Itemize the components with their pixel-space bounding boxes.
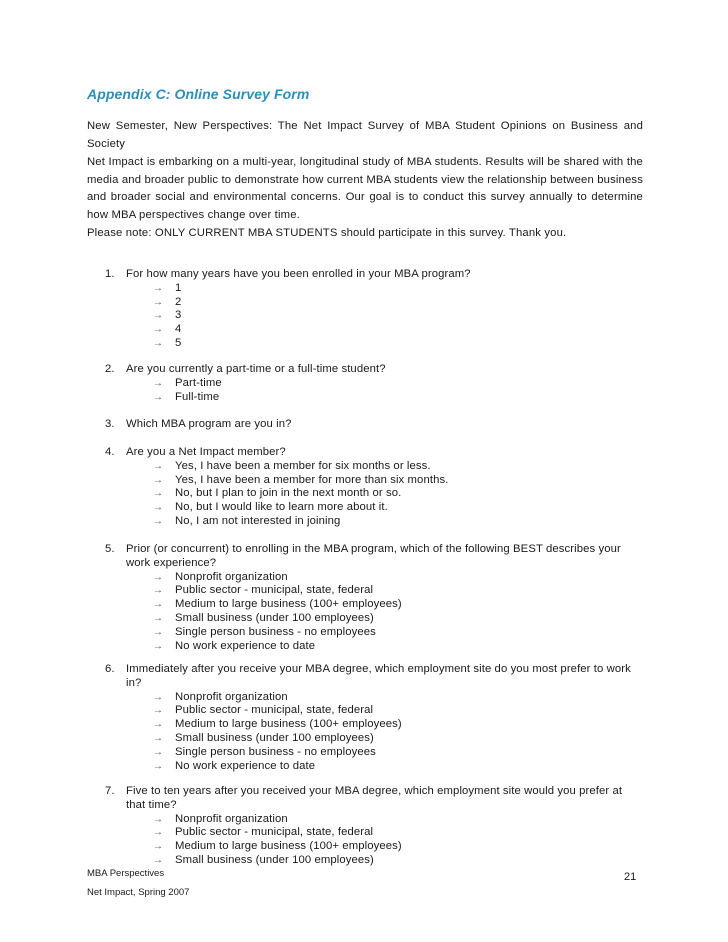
question-number: 1.: [105, 268, 115, 280]
footer-subtitle: Net Impact, Spring 2007: [87, 887, 190, 898]
arrow-bullet-icon: →: [153, 515, 164, 527]
survey-question: [87, 785, 643, 868]
question-text: Are you a Net Impact member?: [126, 446, 286, 458]
answer-option[interactable]: [87, 746, 643, 760]
answer-option-label: No, but I would like to learn more about it.: [175, 501, 388, 514]
arrow-bullet-icon: →: [153, 488, 164, 500]
arrow-bullet-icon: →: [153, 705, 164, 717]
arrow-bullet-icon: →: [153, 474, 164, 486]
answer-option[interactable]: [87, 704, 643, 718]
arrow-bullet-icon: →: [153, 827, 164, 839]
answer-option[interactable]: [87, 474, 643, 488]
answer-option[interactable]: [87, 584, 643, 598]
answer-option[interactable]: [87, 515, 643, 529]
answer-option-label: 5: [175, 336, 182, 349]
question-text: Which MBA program are you in?: [126, 418, 292, 430]
arrow-bullet-icon: →: [153, 719, 164, 731]
answer-option[interactable]: [87, 460, 643, 474]
answer-option-label: No work experience to date: [175, 759, 316, 772]
answer-option-label: Small business (under 100 employees): [175, 611, 374, 624]
answer-option[interactable]: [87, 598, 643, 612]
question-number: 3.: [105, 418, 115, 430]
answer-option[interactable]: [87, 377, 643, 391]
question-number: 7.: [105, 785, 115, 797]
arrow-bullet-icon: →: [153, 571, 164, 583]
answer-option[interactable]: [87, 732, 643, 746]
answer-option[interactable]: [87, 760, 643, 774]
page-number: 21: [624, 871, 637, 883]
answer-option-label: No, but I plan to join in the next month or so.: [175, 487, 402, 500]
arrow-bullet-icon: →: [153, 760, 164, 772]
survey-question: [87, 418, 643, 432]
footer-title: MBA Perspectives: [87, 868, 165, 879]
answer-option-label: Medium to large business (100+ employees): [175, 598, 402, 611]
arrow-bullet-icon: →: [153, 460, 164, 472]
question-row: [87, 543, 643, 571]
answer-option-label: Public sector - municipal, state, federal: [175, 826, 374, 839]
survey-question: [87, 363, 643, 404]
answer-option-label: Part-time: [175, 376, 222, 389]
arrow-bullet-icon: →: [153, 691, 164, 703]
arrow-bullet-icon: →: [153, 310, 164, 322]
answer-option-label: Single person business - no employees: [175, 745, 376, 758]
arrow-bullet-icon: →: [153, 841, 164, 853]
question-text: Five to ten years after you received your MBA degree, which employment site would you prefer at that time?: [126, 785, 623, 811]
answer-option[interactable]: [87, 391, 643, 405]
arrow-bullet-icon: →: [153, 854, 164, 866]
answer-option-label: Small business (under 100 employees): [175, 731, 374, 744]
answer-option-label: No work experience to date: [175, 639, 316, 652]
arrow-bullet-icon: →: [153, 612, 164, 624]
arrow-bullet-icon: →: [153, 296, 164, 308]
answer-option[interactable]: [87, 501, 643, 515]
participation-note: Please note: ONLY CURRENT MBA STUDENTS should participate in this survey. Thank you.: [87, 227, 567, 239]
answer-option[interactable]: [87, 826, 643, 840]
intro-paragraph: Net Impact is embarking on a multi-year, longitudinal study of MBA students. Results will be shared with the media and broader public to demonstrate how current MBA students view the relationship between business and broader social and environmental concerns. Our goal is to conduct this survey annually to determine how MBA perspectives change over time.: [87, 156, 643, 221]
question-row: [87, 418, 643, 432]
answer-option[interactable]: [87, 337, 643, 351]
survey-question: [87, 268, 643, 351]
arrow-bullet-icon: →: [153, 282, 164, 294]
answer-option[interactable]: [87, 626, 643, 640]
answer-option[interactable]: [87, 813, 643, 827]
answer-option-label: Nonprofit organization: [175, 690, 288, 703]
question-number: 6.: [105, 663, 115, 675]
arrow-bullet-icon: →: [153, 732, 164, 744]
question-text: Prior (or concurrent) to enrolling in the MBA program, which of the following BEST describes your work experience?: [126, 543, 621, 569]
answer-option[interactable]: [87, 854, 643, 868]
answer-option[interactable]: [87, 323, 643, 337]
answer-option-label: Public sector - municipal, state, federal: [175, 704, 374, 717]
survey-question: [87, 663, 643, 773]
question-row: [87, 785, 643, 813]
answer-option-label: Nonprofit organization: [175, 570, 288, 583]
arrow-bullet-icon: →: [153, 626, 164, 638]
arrow-bullet-icon: →: [153, 640, 164, 652]
arrow-bullet-icon: →: [153, 502, 164, 514]
appendix-title: Appendix C: Online Survey Form: [87, 86, 310, 102]
answer-option[interactable]: [87, 840, 643, 854]
question-text: For how many years have you been enrolled in your MBA program?: [126, 268, 471, 280]
arrow-bullet-icon: →: [153, 813, 164, 825]
question-number: 2.: [105, 363, 115, 375]
answer-option[interactable]: [87, 612, 643, 626]
question-text: Are you currently a part-time or a full-time student?: [126, 363, 386, 375]
answer-option-label: Public sector - municipal, state, federal: [175, 584, 374, 597]
survey-question: [87, 446, 643, 529]
arrow-bullet-icon: →: [153, 377, 164, 389]
answer-option-label: Nonprofit organization: [175, 812, 288, 825]
answer-option[interactable]: [87, 487, 643, 501]
answer-option[interactable]: [87, 640, 643, 654]
arrow-bullet-icon: →: [153, 337, 164, 349]
survey-subtitle: New Semester, New Perspectives: The Net Impact Survey of MBA Student Opinions on Business and Society: [87, 120, 643, 150]
answer-option[interactable]: [87, 282, 643, 296]
arrow-bullet-icon: →: [153, 585, 164, 597]
answer-option[interactable]: [87, 718, 643, 732]
answer-option[interactable]: [87, 296, 643, 310]
question-number: 5.: [105, 543, 115, 555]
answer-option-label: Medium to large business (100+ employees): [175, 840, 402, 853]
answer-option-label: Yes, I have been a member for six months or less.: [175, 459, 431, 472]
answer-option-label: Small business (under 100 employees): [175, 853, 374, 866]
answer-option-label: Yes, I have been a member for more than six months.: [175, 473, 449, 486]
question-text: Immediately after you receive your MBA degree, which employment site do you most prefer to work in?: [126, 663, 631, 689]
arrow-bullet-icon: →: [153, 324, 164, 336]
survey-question: [87, 543, 643, 653]
answer-option[interactable]: [87, 309, 643, 323]
answer-option[interactable]: [87, 691, 643, 705]
answer-option-label: Full-time: [175, 390, 220, 403]
question-row: [87, 363, 643, 377]
answer-option-label: 4: [175, 323, 182, 336]
answer-option-label: 3: [175, 309, 182, 322]
answer-option-label: 1: [175, 281, 182, 294]
arrow-bullet-icon: →: [153, 391, 164, 403]
question-number: 4.: [105, 446, 115, 458]
answer-option-label: Single person business - no employees: [175, 625, 376, 638]
arrow-bullet-icon: →: [153, 599, 164, 611]
question-row: [87, 663, 643, 691]
answer-option[interactable]: [87, 571, 643, 585]
answer-option-label: No, I am not interested in joining: [175, 514, 341, 527]
answer-option-label: 2: [175, 295, 182, 308]
answer-option-label: Medium to large business (100+ employees): [175, 718, 402, 731]
question-row: [87, 268, 643, 282]
arrow-bullet-icon: →: [153, 746, 164, 758]
question-row: [87, 446, 643, 460]
